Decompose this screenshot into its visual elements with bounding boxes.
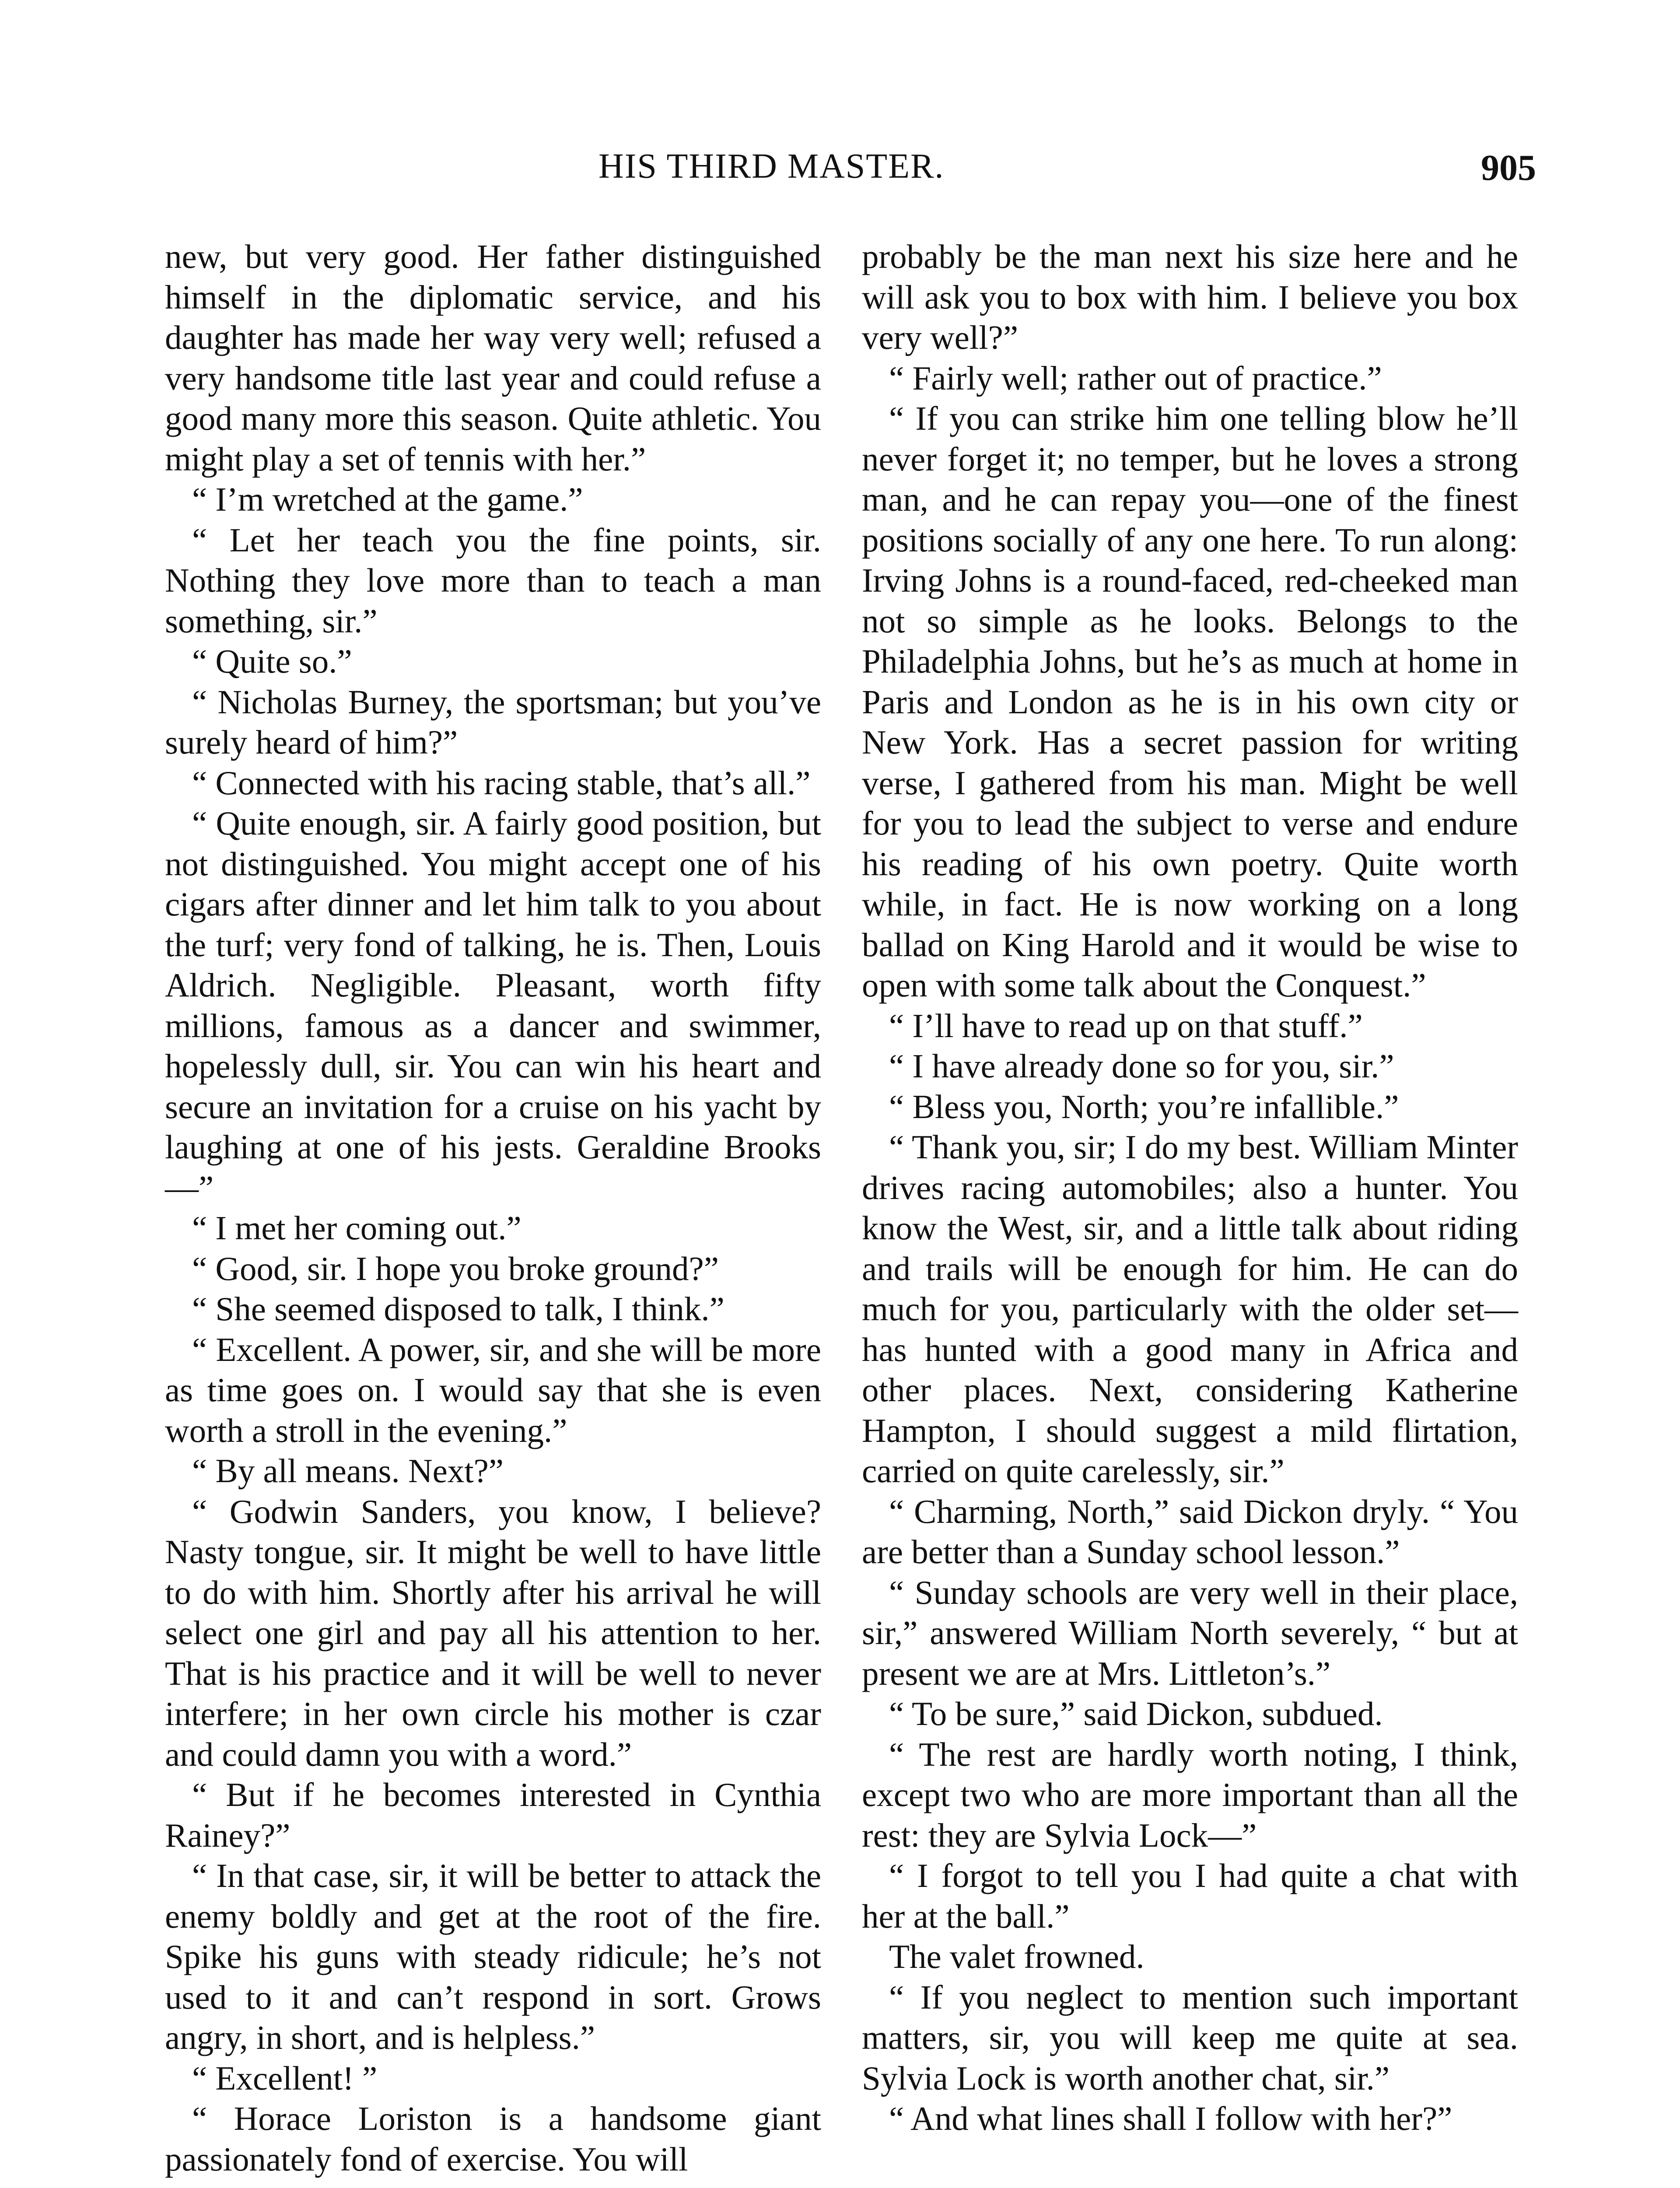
- paragraph: “ I have already done so for you, sir.”: [889, 1047, 1394, 1085]
- paragraph: “ Nicholas Burney, the sportsman; but you’ve surely heard of him?”: [165, 683, 821, 761]
- paragraph: “ In that case, sir, it will be better to attack the enemy boldly and get at the root of the fire. Spike his guns with steady ridicule; he’s not used to it and can’t respond in sort. Grows angry, in short, and is helpless.”: [165, 1857, 821, 2056]
- right-column: [862, 236, 1518, 2139]
- paragraph: “ Bless you, North; you’re infallible.”: [889, 1087, 1399, 1126]
- paragraph: “ Let her teach you the fine points, sir. Nothing they love more than to teach a man something, sir.”: [165, 521, 821, 640]
- paragraph: “ But if he becomes interested in Cynthia Rainey?”: [165, 1776, 821, 1854]
- paragraph: “ Excellent! ”: [192, 2059, 378, 2097]
- running-title: HIS THIRD MASTER.: [598, 147, 945, 186]
- paragraph: “ And what lines shall I follow with her?”: [889, 2100, 1452, 2137]
- paragraph: “ Charming, North,” said Dickon dryly. “ You are better than a Sunday school lesson.”: [862, 1492, 1518, 1571]
- paragraph: “ Fairly well; rather out of practice.”: [889, 359, 1382, 397]
- paragraph: “ Quite enough, sir. A fairly good position, but not distinguished. You might accept one of his cigars after dinner and let him talk to you about the turf; very fond of talking, he is. Then, Louis Aldrich. Negligible. Pleasant, worth fifty millions, famous as a dancer and swimmer, hopelessly dull, sir. You can win his heart and secure an invitation for a cruise on his yacht by laughing at one of his jests. Geraldine Brooks—”: [165, 804, 821, 1206]
- paragraph: “ Godwin Sanders, you know, I believe? Nasty tongue, sir. It might be well to have little to do with him. Shortly after his arrival he will select one girl and pay all his attention to her. That is his practice and it will be well to never interfere; in her own circle his mother is czar and could damn you with a word.”: [165, 1492, 821, 1773]
- paragraph: “ Excellent. A power, sir, and she will be more as time goes on. I would say that she is even worth a stroll in the evening.”: [165, 1330, 821, 1449]
- paragraph: “ I’m wretched at the game.”: [192, 480, 583, 518]
- paragraph: “ Horace Loriston is a handsome giant passionately fond of exercise. You will: [165, 2100, 821, 2178]
- paragraph: “ Good, sir. I hope you broke ground?”: [192, 1249, 719, 1287]
- paragraph: “ If you neglect to mention such important matters, sir, you will keep me quite at sea. Sylvia Lock is worth another chat, sir.”: [862, 1978, 1518, 2097]
- paragraph: probably be the man next his size here and he will ask you to box with him. I believe you box very well?”: [862, 238, 1518, 356]
- paragraph: The valet frowned.: [889, 1938, 1144, 1975]
- paragraph: “ By all means. Next?”: [192, 1452, 504, 1490]
- paragraph: new, but very good. Her father distinguished himself in the diplomatic service, and his daughter has made her way very well; refused a very handsome title last year and could refuse a good many more this season. Quite athletic. You might play a set of tennis with her.”: [165, 238, 821, 478]
- paragraph: “ To be sure,” said Dickon, subdued.: [889, 1695, 1383, 1732]
- paragraph: “ Connected with his racing stable, that’s all.”: [192, 764, 811, 802]
- paragraph: “ I’ll have to read up on that stuff.”: [889, 1006, 1363, 1045]
- paragraph: “ Thank you, sir; I do my best. William Minter drives racing automobiles; also a hunter. You know the West, sir, and a little talk about riding and trails will be enough for him. He can do much for you, particularly with the older set—has hunted with a good many in Africa and other places. Next, considering Katherine Hampton, I should suggest a mild flirtation, carried on quite carelessly, sir.”: [862, 1128, 1518, 1490]
- paragraph: “ She seemed disposed to talk, I think.”: [192, 1290, 724, 1328]
- paragraph: “ The rest are hardly worth noting, I think, except two who are more important than all the rest: they are Sylvia Lock—”: [862, 1735, 1518, 1854]
- paragraph: “ I forgot to tell you I had quite a chat with her at the ball.”: [862, 1857, 1518, 1935]
- paragraph: “ Sunday schools are very well in their place, sir,” answered William North severely, “ but at present we are at Mrs. Littleton’s.”: [862, 1573, 1518, 1692]
- left-column: [165, 236, 821, 2179]
- page-number: 905: [1481, 147, 1536, 188]
- paragraph: “ If you can strike him one telling blow he’ll never forget it; no temper, but he loves a strong man, and he can repay you—one of the finest positions socially of any one here. To run along: Irving Johns is a round-faced, red-cheeked man not so simple as he looks. Belongs to the Philadelphia Johns, but he’s as much at home in Paris and London as he is in his own city or New York. Has a secret passion for writing verse, I gathered from his man. Might be well for you to lead the subject to verse and endure his reading of his own poetry. Quite worth while, in fact. He is now working on a long ballad on King Harold and it would be wise to open with some talk about the Conquest.”: [862, 400, 1518, 1004]
- paragraph: “ I met her coming out.”: [192, 1209, 522, 1247]
- paragraph: “ Quite so.”: [192, 642, 352, 680]
